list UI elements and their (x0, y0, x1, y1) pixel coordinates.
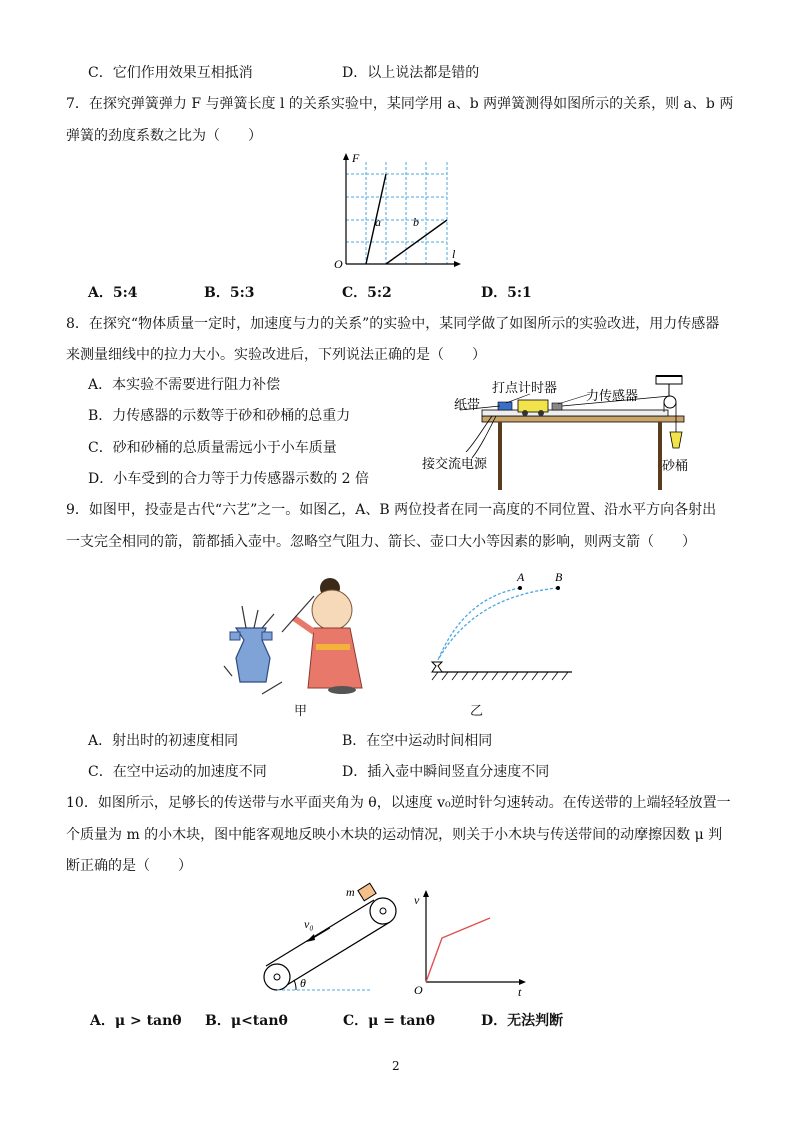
svg-text:b: b (413, 215, 419, 229)
q9-option-a: A．射出时的初速度相同 (88, 733, 239, 749)
q10-stem-line2: 个质量为 m 的小木块，图中能客观地反映小木块的运动情况，则关于小木块与传送带间的动摩擦因数 μ 判 (66, 827, 723, 843)
q10-stem-line3: 断正确的是（ ） (66, 858, 192, 874)
q9-figure-jia (222, 558, 392, 698)
q9-option-d: D．插入壶中瞬间竖直分速度不同 (342, 764, 550, 780)
q10-stem-line1: 10．如图所示，足够长的传送带与水平面夹角为 θ，以速度 v₀逆时针匀速转动。在传送带的上端轻轻放置一 (66, 795, 731, 811)
svg-text:l: l (452, 247, 456, 261)
q9-figure-yi-label: 乙 (470, 704, 484, 719)
q8-stem-line2: 来测量细线中的拉力大小。实验改进后，下列说法正确的是（ ） (66, 347, 486, 363)
q7-option-b: B．5:3 (204, 285, 255, 301)
svg-text:a: a (375, 215, 381, 229)
svg-text:砂桶: 砂桶 (662, 459, 689, 474)
svg-text:打点计时器: 打点计时器 (492, 381, 558, 396)
svg-text:接交流电源: 接交流电源 (422, 457, 488, 472)
svg-text:v: v (414, 893, 420, 907)
svg-text:m: m (346, 885, 355, 899)
q8-option-c: C．砂和砂桶的总质量需远小于小车质量 (88, 440, 337, 456)
q10-option-b: B．μ<tanθ (205, 1013, 288, 1029)
q10-vt-graph (408, 888, 532, 999)
q8-apparatus-figure (420, 372, 710, 492)
q7-stem-line2: 弹簧的劲度系数之比为（ ） (66, 128, 262, 144)
prev-option-d: D．以上说法都是错的 (342, 65, 480, 81)
q7-graph (330, 152, 470, 272)
q8-option-a: A．本实验不需要进行阻力补偿 (88, 377, 281, 393)
q8-stem-line1: 8．在探究“物体质量一定时，加速度与力的关系”的实验中，某同学做了如图所示的实验改进，用力传感器 (66, 316, 720, 332)
svg-text:O: O (414, 983, 423, 997)
svg-text:F: F (352, 151, 360, 165)
q9-stem-line1: 9．如图甲，投壶是古代“六艺”之一。如图乙，A、B 两位投者在同一高度的不同位置、沿水平方向各射出 (66, 502, 717, 518)
q10-option-d: D．无法判断 (481, 1013, 564, 1029)
q8-option-d: D．小车受到的合力等于力传感器示数的 2 倍 (88, 471, 370, 487)
q7-option-a: A．5:4 (88, 285, 138, 301)
q9-stem-line2: 一支完全相同的箭，箭都插入壶中。忽略空气阻力、箭长、壶口大小等因素的影响，则两支箭（ ） (66, 534, 696, 550)
svg-text:t: t (518, 985, 522, 999)
q7-option-d: D．5:1 (481, 285, 532, 301)
svg-text:力传感器: 力传感器 (586, 389, 639, 404)
prev-option-c: C．它们作用效果互相抵消 (88, 65, 253, 81)
q7-option-c: C．5:2 (342, 285, 392, 301)
q7-stem-line1: 7．在探究弹簧弹力 F 与弹簧长度 l 的关系实验中，某同学用 a、b 两弹簧测得如图所示的关系，则 a、b 两 (66, 96, 734, 112)
q9-figure-jia-label: 甲 (294, 704, 308, 719)
q9-option-b: B．在空中运动时间相同 (342, 733, 493, 749)
svg-text:θ: θ (300, 976, 306, 990)
svg-text:O: O (334, 257, 343, 271)
page-number: 2 (392, 1059, 400, 1073)
svg-text:A: A (517, 570, 525, 584)
vt-curve (426, 918, 490, 982)
svg-text:B: B (555, 570, 563, 584)
q10-option-c: C．μ = tanθ (343, 1013, 435, 1029)
svg-text:v₀: v₀ (304, 917, 314, 931)
q9-figure-yi (424, 568, 574, 688)
q10-conveyor-figure (260, 884, 390, 994)
q9-option-c: C．在空中运动的加速度不同 (88, 764, 267, 780)
q8-option-b: B．力传感器的示数等于砂和砂桶的总重力 (88, 408, 351, 424)
q10-option-a: A．μ > tanθ (90, 1013, 182, 1029)
svg-text:纸带: 纸带 (454, 398, 481, 413)
